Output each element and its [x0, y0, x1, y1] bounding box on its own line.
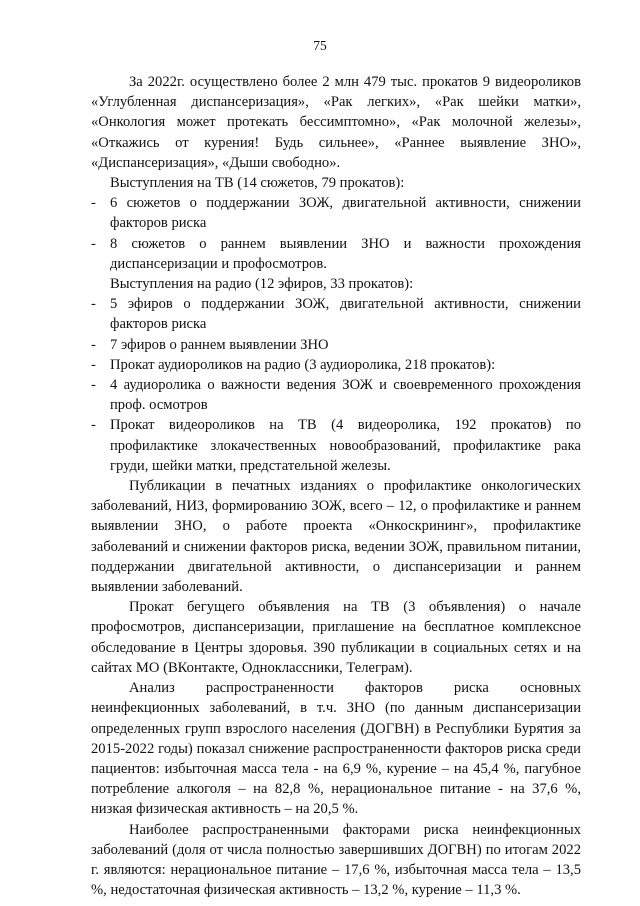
list-item-text: 8 сюжетов о раннем выявлении ЗНО и важности прохождения диспансеризации и профосмотров.: [110, 235, 581, 272]
list-item-text: 6 сюжетов о поддержании ЗОЖ, двигательной активности, снижении факторов риска: [110, 195, 581, 232]
list-item-text: Прокат аудиороликов на радио (3 аудиоролика, 218 прокатов):: [110, 356, 496, 373]
document-body: [91, 72, 581, 900]
list-marker: -: [91, 296, 96, 313]
list-item-tv-1: [91, 193, 581, 233]
list-item-radio-5: [91, 415, 581, 476]
list-item-radio-1: [91, 294, 581, 334]
paragraph-risk-analysis: Анализ распространенности факторов риска основных неинфекционных заболеваний, в т.ч. ЗНО (по данным диспансеризации определенных групп взрослого населения (ДОГВН) в Республики Бурятия за 2015-2022 годы) показал снижение распространенности факторов риска среди пациентов: избыточная масса тела - на 6,9 %, курение – на 45,4 %, пагубное потребление алкоголя – на 82,8 %, нерациональное питание - на 37,6 %, низкая физическая активность – на 20,5 %.: [91, 680, 581, 818]
list-marker: -: [91, 377, 96, 394]
paragraph-print-publications: Публикации в печатных изданиях о профилактике онкологических заболеваний, НИЗ, формированию ЗОЖ, всего – 12, о профилактике и раннем выявлении ЗНО, о работе проекта «Онкоскрининг», профилактике заболеваний и снижении факторов риска, ведении ЗОЖ, правильном питании, поддержании двигательной активности, о диспансеризации и раннем выявлении заболеваний.: [91, 478, 581, 596]
list-item-tv-2: [91, 234, 581, 274]
paragraph-common-risk-factors: Наиболее распространенными факторами риска неинфекционных заболеваний (доля от числа полностью завершивших ДОГВН) по итогам 2022 г. являются: нерациональное питание – 17,6 %, избыточная масса тела – 13,5 %, недостаточная физическая активность – 13,2 %, курение – 11,3 %.: [91, 821, 581, 899]
list-item-text: 5 эфиров о поддержании ЗОЖ, двигательной активности, снижении факторов риска: [110, 296, 581, 333]
paragraph-video-rentals: За 2022г. осуществлено более 2 млн 479 тыс. прокатов 9 видеороликов «Углубленная диспансеризация», «Рак легких», «Рак шейки матки», «Онкология может протекать бессимптомно», «Рак молочной железы», «Откажись от курения! Будь сильнее», «Раннее выявление ЗНО», «Диспансеризация», «Дыши свободно».: [91, 74, 581, 171]
list-marker: -: [91, 195, 96, 212]
list-marker: -: [91, 336, 96, 353]
paragraph-tv-appearances: Выступления на ТВ (14 сюжетов, 79 прокатов):: [110, 175, 405, 192]
list-item-radio-4: [91, 375, 581, 415]
paragraph-running-ad: Прокат бегущего объявления на ТВ (3 объявления) о начале профосмотров, диспансеризации, приглашение на бесплатное комплексное обследование в Центры здоровья. 390 публикации в социальных сетях и на сайтах МО (ВКонтакте, Одноклассники, Телеграм).: [91, 599, 581, 676]
list-item-text: 4 аудиоролика о важности ведения ЗОЖ и своевременного прохождения проф. осмотров: [110, 377, 581, 414]
list-item-text: Прокат видеороликов на ТВ (4 видеоролика, 192 прокатов) по профилактике злокачественных новообразований, профилактике рака груди, шейки матки, предстательной железы.: [110, 417, 581, 474]
list-item-radio-3: [91, 355, 581, 375]
list-item-text: 7 эфиров о раннем выявлении ЗНО: [110, 336, 329, 353]
list-marker: -: [91, 235, 96, 252]
list-marker: -: [91, 356, 96, 373]
list-marker: -: [91, 417, 96, 434]
page-number: 75: [313, 38, 327, 53]
list-item-radio-2: [91, 335, 581, 355]
paragraph-radio-appearances: Выступления на радио (12 эфиров, 33 прокатов):: [110, 276, 414, 293]
